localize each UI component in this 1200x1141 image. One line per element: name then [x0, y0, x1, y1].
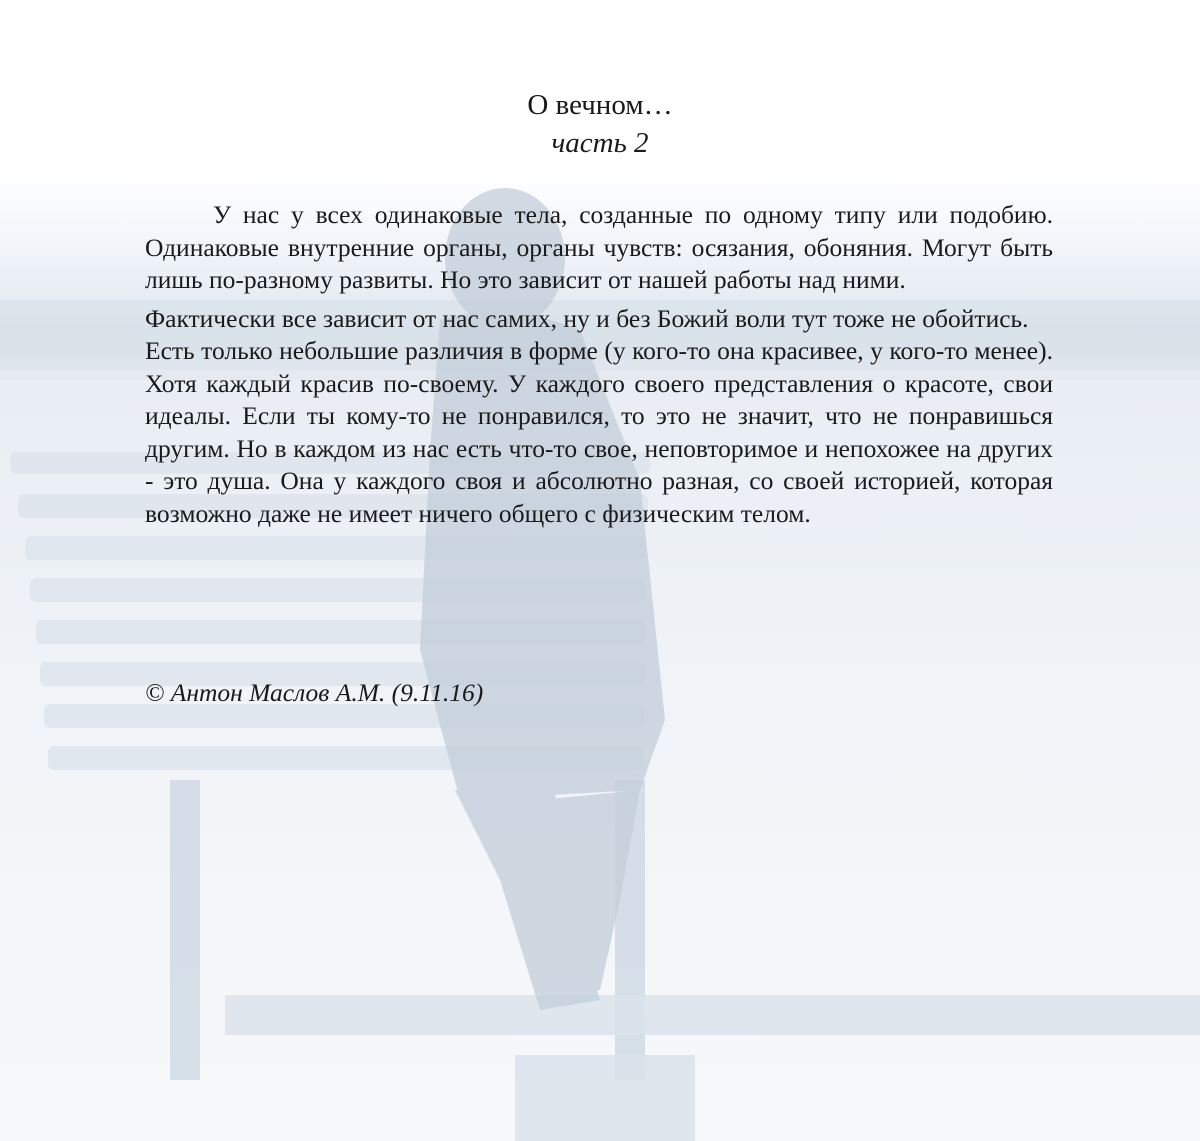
title-block: [0, 86, 1200, 162]
paragraph-2: Фактически все зависит от нас самих, ну и без Божий воли тут тоже не обойтись.: [145, 303, 1029, 333]
page-title: О вечном…: [527, 89, 673, 121]
page-subtitle: часть 2: [551, 127, 649, 159]
body-text: [145, 199, 1053, 530]
author-signature: © Антон Маслов А.М. (9.11.16): [145, 678, 484, 707]
paragraph-1: У нас у всех одинаковые тела, созданные по одному типу или подобию. Одинаковые внутренние органы, органы чувств: осязания, обоняния. Могут быть лишь по-разному развиты. Но это зависит от нашей работы над ними.: [145, 200, 1053, 294]
paragraph-3: Есть только небольшие различия в форме (у кого-то она красивее, у кого-то менее). Хотя каждый красив по-своему. У каждого своего представления о красоте, свои идеалы. Если ты кому-то не понравился, то это не значит, что не понравишься другим. Но в каждом из нас есть что-то свое, неповторимое и непохожее на других - это душа. Она у каждого своя и абсолютно разная, со своей историей, которая возможно даже не имеет ничего общего с физическим телом.: [145, 336, 1053, 528]
